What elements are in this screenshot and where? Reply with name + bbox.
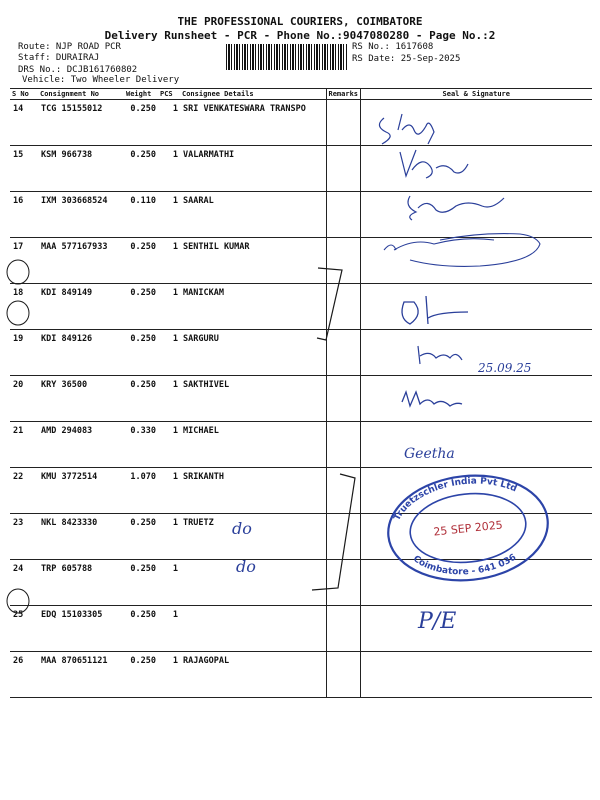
col-consignment: Consignment No <box>38 89 124 100</box>
cell-consignee: SRIKANTH <box>180 468 326 514</box>
cell-consignment-no: TCG 15155012 <box>38 100 124 146</box>
cell-consignment-no: KSM 966738 <box>38 146 124 192</box>
cell-seal-signature <box>360 514 592 560</box>
cell-weight: 0.250 <box>124 376 158 422</box>
cell-pcs: 1 <box>158 100 180 146</box>
cell-remarks <box>326 192 360 238</box>
cell-pcs: 1 <box>158 468 180 514</box>
col-sno: S No <box>10 89 38 100</box>
ditto-mark-24: do <box>232 519 252 538</box>
cell-consignee: VALARMATHI <box>180 146 326 192</box>
cell-sno: 15 <box>10 146 38 192</box>
table-row <box>10 422 592 468</box>
cell-remarks <box>326 100 360 146</box>
cell-consignee <box>180 560 326 606</box>
col-seal-signature: Seal & Signature <box>360 89 592 100</box>
cell-sno: 25 <box>10 606 38 652</box>
barcode <box>226 44 348 70</box>
cell-seal-signature <box>360 238 592 284</box>
cell-remarks <box>326 330 360 376</box>
signature-22: Geetha <box>404 446 455 462</box>
cell-remarks <box>326 606 360 652</box>
ditto-mark-25: do <box>236 557 256 576</box>
table-row <box>10 560 592 606</box>
cell-consignment-no: KMU 3772514 <box>38 468 124 514</box>
cell-weight: 0.330 <box>124 422 158 468</box>
table-header-row <box>10 89 592 100</box>
cell-weight: 0.250 <box>124 514 158 560</box>
cell-weight: 0.110 <box>124 192 158 238</box>
initials-26: P/E <box>418 609 457 634</box>
cell-remarks <box>326 468 360 514</box>
cell-sno: 17 <box>10 238 38 284</box>
cell-sno: 20 <box>10 376 38 422</box>
cell-remarks <box>326 238 360 284</box>
cell-sno: 18 <box>10 284 38 330</box>
cell-remarks <box>326 422 360 468</box>
runsheet-subtitle: Delivery Runsheet - PCR - Phone No.:9047080280 - Page No.:2 <box>104 29 496 42</box>
cell-consignment-no: TRP 605788 <box>38 560 124 606</box>
table-row <box>10 238 592 284</box>
col-pcs: PCS <box>158 89 180 100</box>
cell-seal-signature <box>360 330 592 376</box>
cell-sno: 24 <box>10 560 38 606</box>
staff-label: Staff: DURAIRAJ <box>18 53 100 63</box>
cell-remarks <box>326 652 360 698</box>
table-row <box>10 192 592 238</box>
cell-consignee <box>180 606 326 652</box>
rs-date: RS Date: 25-Sep-2025 <box>352 54 461 64</box>
cell-sno: 23 <box>10 514 38 560</box>
drs-number: DRS No.: DCJB161760802 <box>18 65 138 75</box>
cell-weight: 0.250 <box>124 560 158 606</box>
cell-pcs: 1 <box>158 422 180 468</box>
company-title: THE PROFESSIONAL COURIERS, COIMBATORE <box>177 15 423 28</box>
table-row <box>10 146 592 192</box>
stamp-date: 25 SEP 2025 <box>432 518 504 539</box>
cell-consignee: RAJAGOPAL <box>180 652 326 698</box>
col-consignee: Consignee Details <box>180 89 326 100</box>
table-row <box>10 514 592 560</box>
cell-weight: 0.250 <box>124 238 158 284</box>
cell-consignee: SRI VENKATESWARA TRANSPO <box>180 100 326 146</box>
runsheet-table <box>10 88 592 698</box>
rs-number: RS No.: 1617608 <box>352 42 434 52</box>
cell-consignment-no: AMD 294083 <box>38 422 124 468</box>
cell-seal-signature <box>360 192 592 238</box>
cell-remarks <box>326 376 360 422</box>
cell-pcs: 1 <box>158 146 180 192</box>
cell-seal-signature <box>360 100 592 146</box>
cell-seal-signature <box>360 606 592 652</box>
cell-consignee: SAKTHIVEL <box>180 376 326 422</box>
cell-consignee: MANICKAM <box>180 284 326 330</box>
cell-consignment-no: NKL 8423330 <box>38 514 124 560</box>
table-row <box>10 284 592 330</box>
cell-sno: 19 <box>10 330 38 376</box>
cell-pcs: 1 <box>158 238 180 284</box>
table-row <box>10 606 592 652</box>
table-row <box>10 468 592 514</box>
cell-remarks <box>326 514 360 560</box>
cell-consignee: MICHAEL <box>180 422 326 468</box>
cell-sno: 21 <box>10 422 38 468</box>
cell-consignment-no: MAA 577167933 <box>38 238 124 284</box>
cell-pcs: 1 <box>158 560 180 606</box>
cell-remarks <box>326 284 360 330</box>
stamp-bottom-text: Coimbatore - 641 036 <box>411 552 519 578</box>
vehicle-label: Vehicle: Two Wheeler Delivery <box>22 75 180 85</box>
table-row <box>10 652 592 698</box>
cell-weight: 0.250 <box>124 652 158 698</box>
cell-weight: 0.250 <box>124 284 158 330</box>
cell-seal-signature <box>360 422 592 468</box>
cell-pcs: 1 <box>158 514 180 560</box>
cell-seal-signature <box>360 284 592 330</box>
date-note-20: 25.09.25 <box>478 361 532 375</box>
route-label: Route: NJP ROAD PCR <box>18 42 121 52</box>
cell-pcs: 1 <box>158 330 180 376</box>
cell-consignment-no: KDI 849149 <box>38 284 124 330</box>
col-weight: Weight <box>124 89 158 100</box>
cell-consignment-no: MAA 870651121 <box>38 652 124 698</box>
table-row <box>10 330 592 376</box>
cell-weight: 0.250 <box>124 606 158 652</box>
cell-consignee: SENTHIL KUMAR <box>180 238 326 284</box>
cell-consignment-no: KRY 36500 <box>38 376 124 422</box>
cell-seal-signature <box>360 652 592 698</box>
cell-remarks <box>326 560 360 606</box>
cell-pcs: 1 <box>158 652 180 698</box>
stamp-top-text: Truetzschler India Pvt Ltd <box>392 476 519 523</box>
cell-weight: 0.250 <box>124 330 158 376</box>
cell-seal-signature <box>360 468 592 514</box>
cell-seal-signature <box>360 146 592 192</box>
cell-consignment-no: IXM 303668524 <box>38 192 124 238</box>
cell-consignee: TRUETZ <box>180 514 326 560</box>
cell-sno: 16 <box>10 192 38 238</box>
table-row <box>10 376 592 422</box>
cell-weight: 1.070 <box>124 468 158 514</box>
cell-seal-signature <box>360 560 592 606</box>
cell-seal-signature <box>360 376 592 422</box>
cell-consignment-no: KDI 849126 <box>38 330 124 376</box>
cell-sno: 14 <box>10 100 38 146</box>
cell-pcs: 1 <box>158 376 180 422</box>
cell-weight: 0.250 <box>124 146 158 192</box>
cell-pcs: 1 <box>158 284 180 330</box>
cell-pcs: 1 <box>158 192 180 238</box>
cell-sno: 26 <box>10 652 38 698</box>
cell-pcs: 1 <box>158 606 180 652</box>
cell-sno: 22 <box>10 468 38 514</box>
col-remarks: Remarks <box>326 89 360 100</box>
table-row <box>10 100 592 146</box>
cell-consignee: SARGURU <box>180 330 326 376</box>
cell-weight: 0.250 <box>124 100 158 146</box>
cell-consignment-no: EDQ 15103305 <box>38 606 124 652</box>
cell-remarks <box>326 146 360 192</box>
cell-consignee: SAARAL <box>180 192 326 238</box>
